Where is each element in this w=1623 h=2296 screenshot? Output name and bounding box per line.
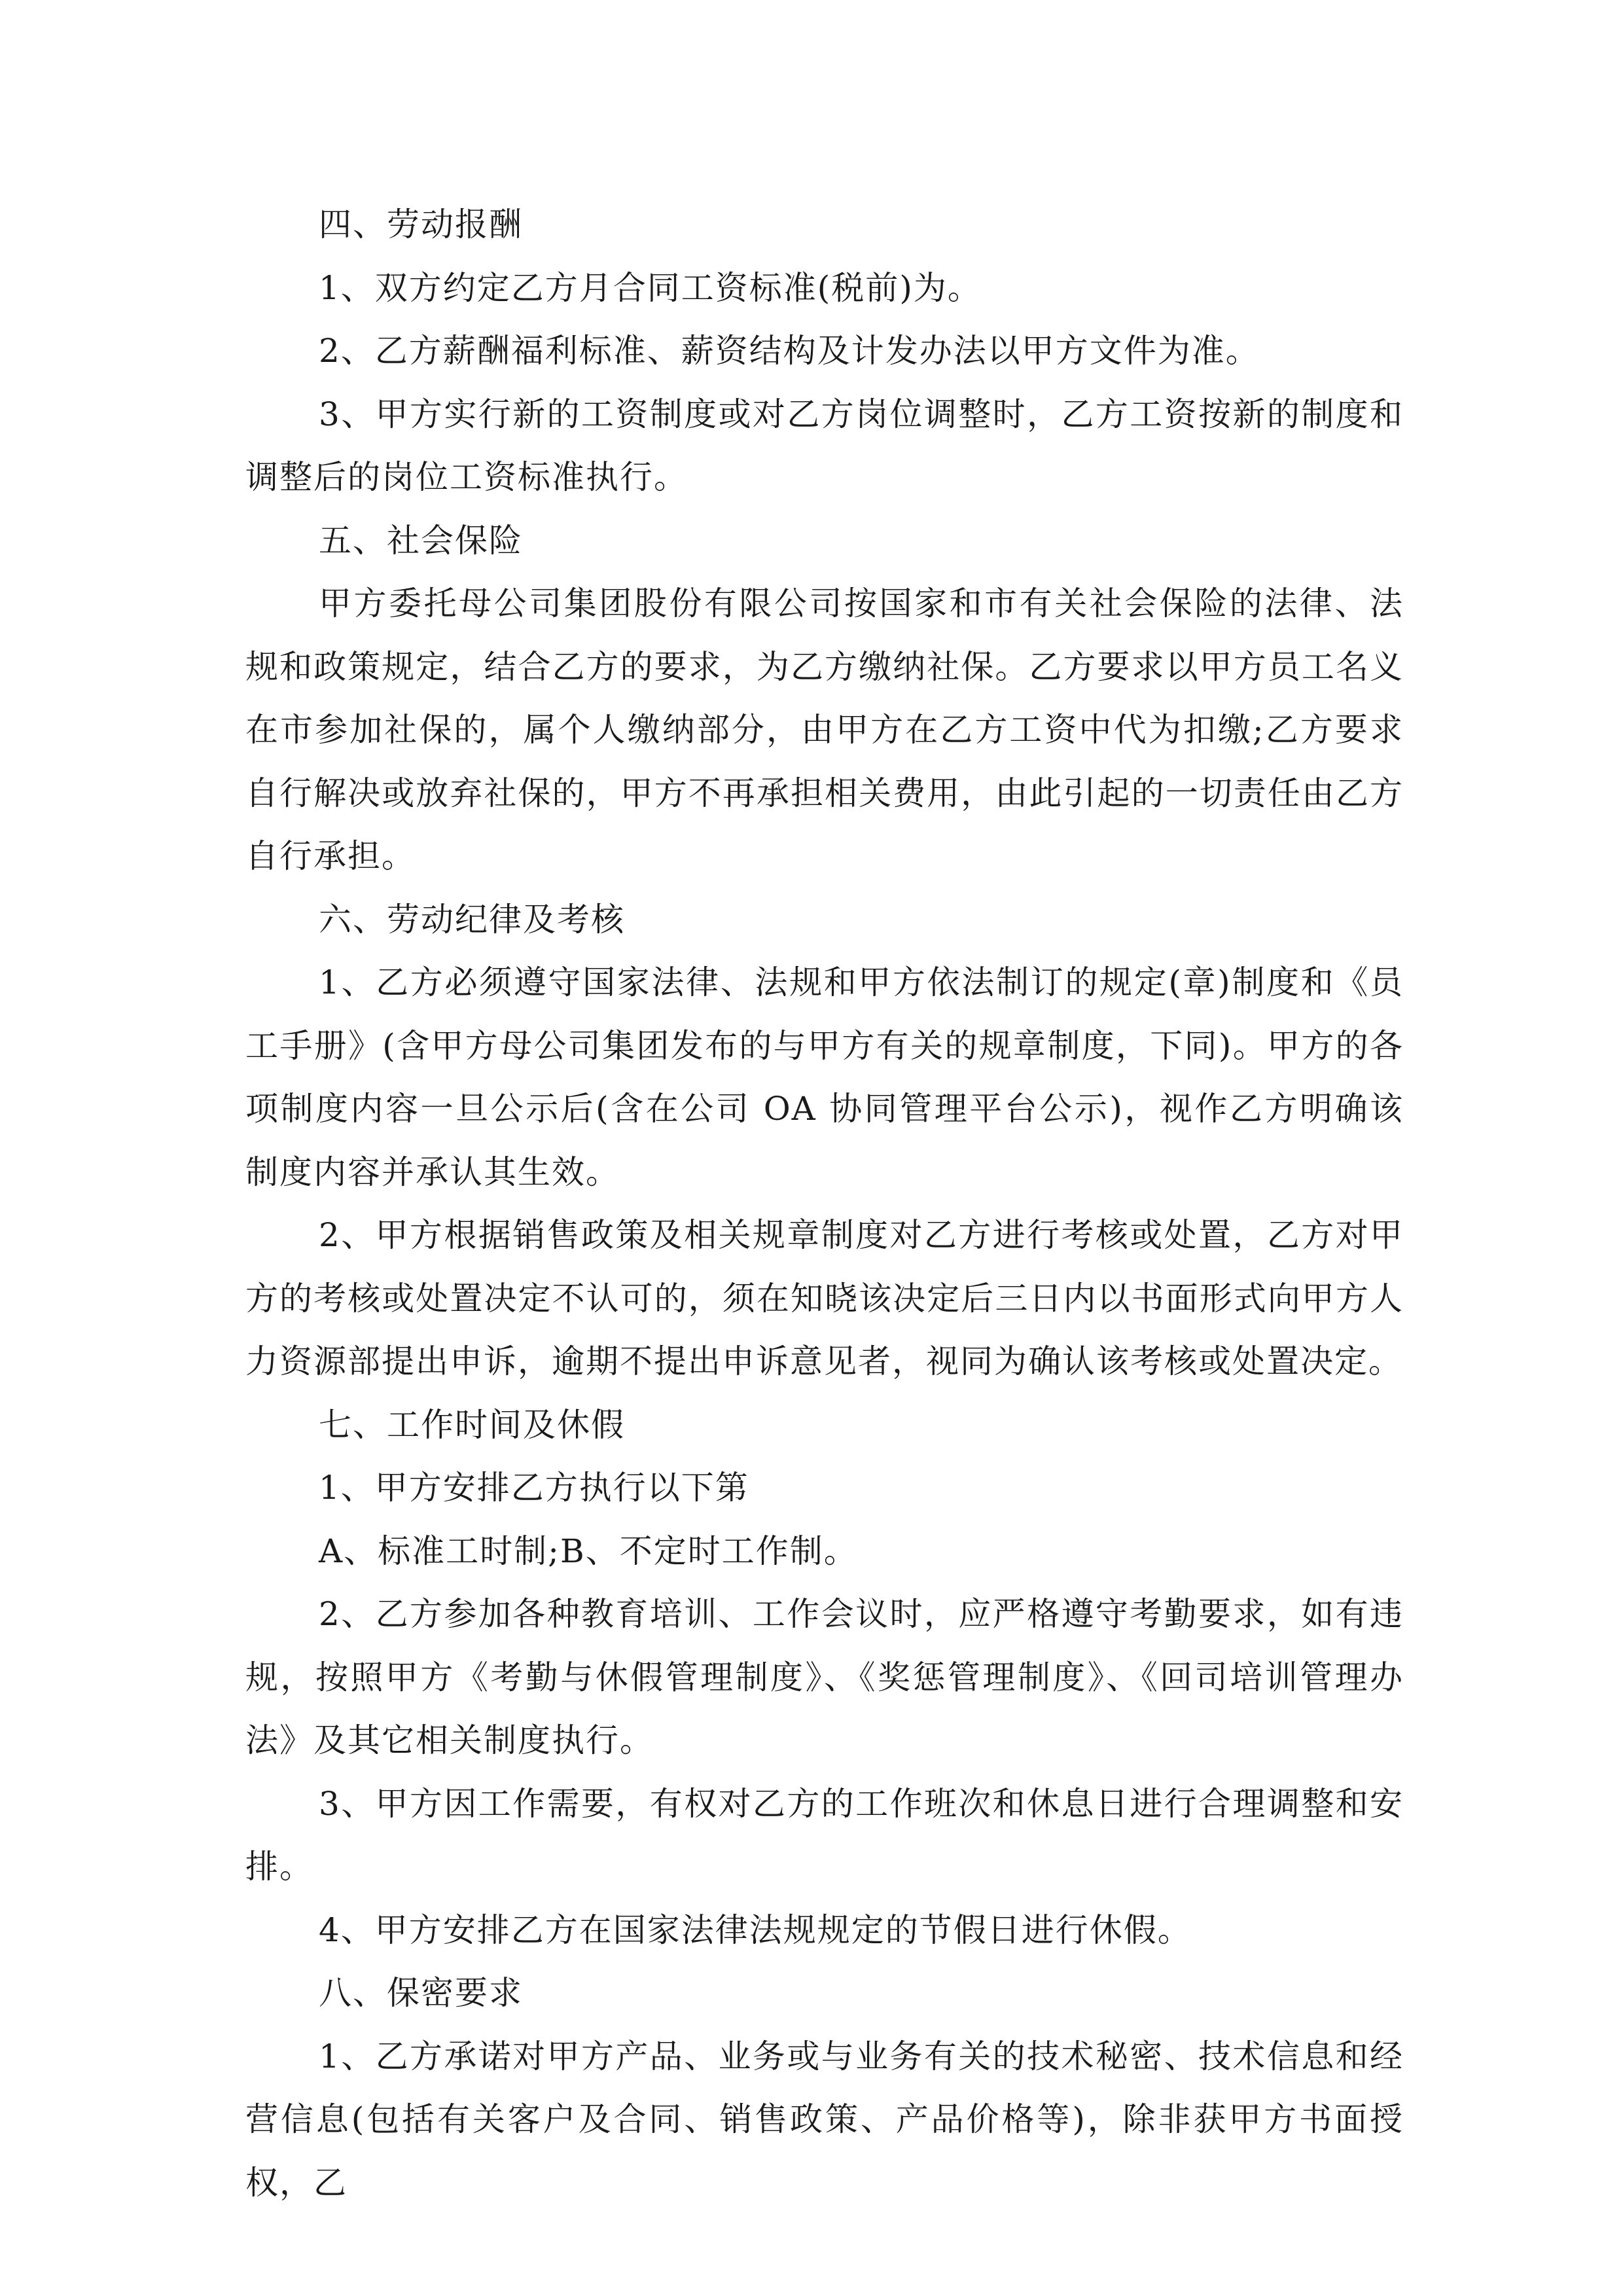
clause-paragraph: 3、甲方因工作需要，有权对乙方的工作班次和休息日进行合理调整和安排。 bbox=[245, 1784, 1404, 1886]
section-heading-discipline: 六、劳动纪律及考核 bbox=[319, 900, 625, 939]
clause-paragraph: 甲方委托母公司集团股份有限公司按国家和市有关社会保险的法律、法规和政策规定，结合乙方的要求，为乙方缴纳社保。乙方要求以甲方员工名义在市参加社保的，属个人缴纳部分，由甲方在乙方工资中代为扣缴;乙方要求自行解决或放弃社保的，甲方不再承担相关费用，由此引起的一切责任由乙方自行承担。 bbox=[245, 584, 1404, 875]
clause-paragraph: 1、乙方必须遵守国家法律、法规和甲方依法制订的规定(章)制度和《员工手册》(含甲方母公司集团发布的与甲方有关的规章制度，下同)。甲方的各项制度内容一旦公示后(含在公司 OA 协同管理平台公示)，视作乙方明确该制度内容并承认其生效。 bbox=[245, 963, 1404, 1191]
clause-paragraph: 1、乙方承诺对甲方产品、业务或与业务有关的技术秘密、技术信息和经营信息(包括有关客户及合同、销售政策、产品价格等)，除非获甲方书面授权，乙 bbox=[245, 2037, 1404, 2202]
section-heading-confidentiality: 八、保密要求 bbox=[319, 1974, 523, 2012]
clause-paragraph: 4、甲方安排乙方在国家法律法规规定的节假日进行休假。 bbox=[319, 1910, 1192, 1949]
clause-paragraph: A、标准工时制;B、不定时工作制。 bbox=[319, 1532, 858, 1570]
section-heading-social-insurance: 五、社会保险 bbox=[319, 521, 523, 560]
document-body bbox=[245, 193, 1404, 2214]
clause-paragraph: 1、双方约定乙方月合同工资标准(税前)为。 bbox=[319, 268, 982, 307]
section-heading-working-hours: 七、工作时间及休假 bbox=[319, 1405, 625, 1444]
clause-paragraph: 1、甲方安排乙方执行以下第 bbox=[319, 1469, 749, 1507]
clause-paragraph: 2、乙方参加各种教育培训、工作会议时，应严格遵守考勤要求，如有违规，按照甲方《考勤与休假管理制度》、《奖惩管理制度》、《回司培训管理办法》及其它相关制度执行。 bbox=[245, 1595, 1404, 1759]
clause-paragraph: 2、乙方薪酬福利标准、薪资结构及计发办法以甲方文件为准。 bbox=[319, 332, 1260, 370]
clause-paragraph: 2、甲方根据销售政策及相关规章制度对乙方进行考核或处置，乙方对甲方的考核或处置决定不认可的，须在知晓该决定后三日内以书面形式向甲方人力资源部提出申诉，逾期不提出申诉意见者，视同为确认该考核或处置决定。 bbox=[245, 1216, 1404, 1380]
clause-paragraph: 3、甲方实行新的工资制度或对乙方岗位调整时，乙方工资按新的制度和调整后的岗位工资标准执行。 bbox=[245, 395, 1404, 496]
section-heading-remuneration: 四、劳动报酬 bbox=[319, 206, 523, 243]
